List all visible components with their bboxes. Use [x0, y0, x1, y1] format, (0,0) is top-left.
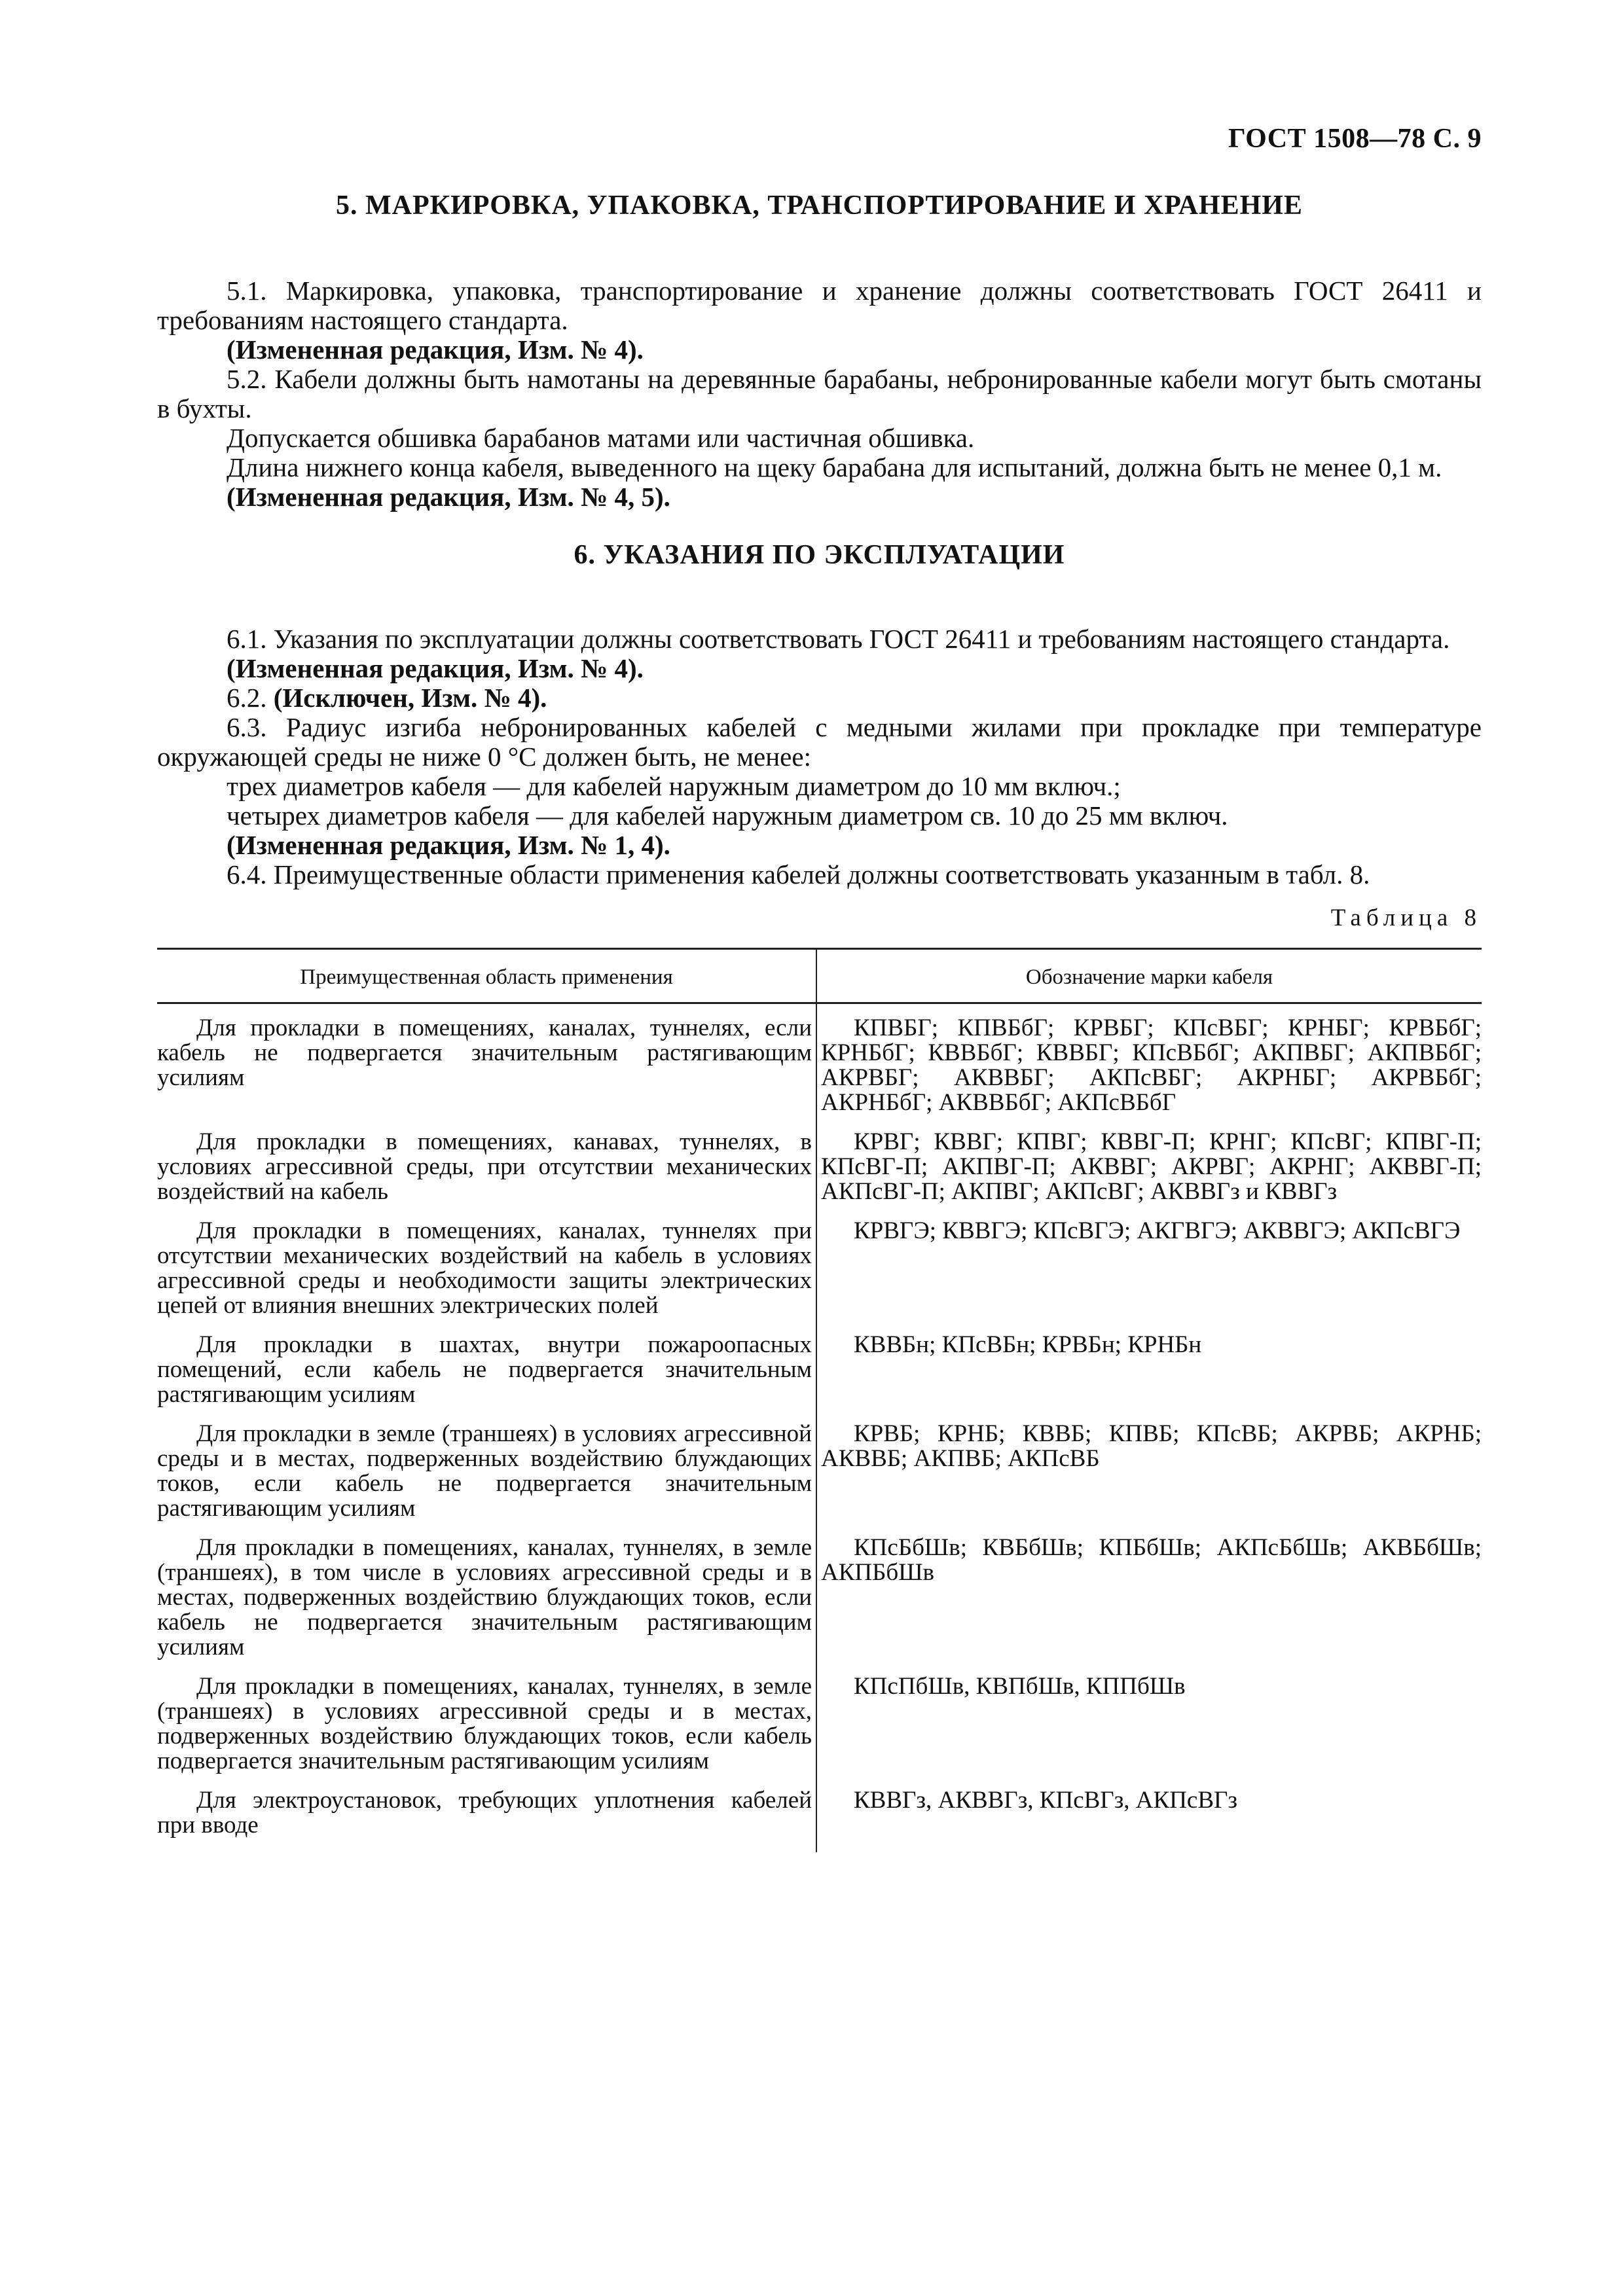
application-area-cell: Для прокладки в земле (траншеях) в условиях агрессивной среды и в местах, подверженных воздействию блуждающих токов, если кабель не подвергается значительным растягивающим усилиям — [157, 1422, 816, 1535]
cable-application-table — [157, 948, 1482, 1852]
cable-brand-cell: КРВБ; КРНБ; КВВБ; КПВБ; КПсВБ; АКРВБ; АКРНБ; АКВВБ; АКПВБ; АКПсВБ — [821, 1420, 1482, 1472]
application-area-cell: Для прокладки в шахтах, внутри пожароопасных помещений, если кабель не подвергается значительным растягивающим усилиям — [157, 1333, 816, 1422]
amendment-note-5-2 — [157, 482, 1482, 512]
paragraph-5-1: 5.1. Маркировка, упаковка, транспортирование и хранение должны соответствовать ГОСТ 26411 и требованиям настоящего стандарта. — [157, 276, 1482, 335]
table-row — [157, 1422, 1482, 1535]
cable-brand-cell: КВВГз, АКВВГз, КПсВГз, АКПсВГз — [854, 1787, 1238, 1814]
amendment-note-text: (Исключен, Изм. № 4). — [273, 683, 547, 713]
amendment-note-text: (Измененная редакция, Изм. № 1, 4). — [227, 830, 670, 860]
paragraph-5-2-end-length: Длина нижнего конца кабеля, выведенного на щеку барабана для испытаний, должна быть не менее 0,1 м. — [227, 452, 1442, 482]
paragraph-5-2-sheathing: Допускается обшивка барабанов матами или частичная обшивка. — [227, 423, 975, 453]
amendment-note-6-1 — [157, 654, 1482, 683]
amendment-note-text: (Измененная редакция, Изм. № 4, 5). — [227, 482, 670, 512]
table-row — [157, 1219, 1482, 1333]
application-area-cell: Для прокладки в помещениях, канавах, туннелях, в условиях агрессивной среды, при отсутствии механических воздействий на кабель — [157, 1130, 816, 1219]
amendment-note-text: (Измененная редакция, Изм. № 4). — [227, 653, 644, 683]
paragraph-6-3-item-a: трех диаметров кабеля — для кабелей наружным диаметром до 10 мм включ.; — [227, 771, 1121, 801]
table-row — [157, 1003, 1482, 1130]
amendment-note-text: (Измененная редакция, Изм. № 4). — [227, 334, 644, 365]
application-area-cell: Для электроустановок, требующих уплотнения кабелей при вводе — [157, 1788, 816, 1852]
table-row — [157, 1130, 1482, 1219]
section-5-heading: 5. МАРКИРОВКА, УПАКОВКА, ТРАНСПОРТИРОВАНИЕ И ХРАНЕНИЕ — [336, 190, 1303, 221]
table-row — [157, 1674, 1482, 1788]
application-area-cell: Для прокладки в помещениях, каналах, туннелях при отсутствии механических воздействий на кабель в условиях агрессивной среды и необходимости защиты электрических цепей от влияния внешних электрических полей — [157, 1219, 816, 1333]
application-area-cell: Для прокладки в помещениях, каналах, туннелях, если кабель не подвергается значительным растягивающим усилиям — [157, 1003, 816, 1130]
page-content — [157, 190, 1482, 1852]
amendment-note-6-3 — [157, 831, 1482, 860]
paragraph-5-2: 5.2. Кабели должны быть намотаны на деревянные барабаны, небронированные кабели могут быть смотаны в бухты. — [157, 364, 1482, 423]
paragraph-6-2 — [157, 683, 1482, 713]
running-head: ГОСТ 1508—78 С. 9 — [1228, 124, 1482, 154]
cable-brand-cell: КПсБбШв; КВБбШв; КПБбШв; АКПсБбШв; АКВБбШв; АКПБбШв — [821, 1534, 1482, 1586]
paragraph-6-3: 6.3. Радиус изгиба небронированных кабелей с медными жилами при прокладке при температуре окружающей среды не ниже 0 °С должен быть, не менее: — [157, 712, 1482, 772]
column-header-brand: Обозначение марки кабеля — [816, 949, 1482, 1003]
paragraph-6-1: 6.1. Указания по эксплуатации должны соответствовать ГОСТ 26411 и требованиям настоящего стандарта. — [227, 624, 1450, 654]
cable-brand-cell: КВВБн; КПсВБн; КРВБн; КРНБн — [854, 1331, 1202, 1358]
application-area-cell: Для прокладки в помещениях, каналах, туннелях, в земле (траншеях) в условиях агрессивной среды и в местах, подверженных воздействию блуждающих токов, если кабель подвергается значительным растягивающим усилиям — [157, 1674, 816, 1788]
table-header-row — [157, 949, 1482, 1003]
application-area-cell: Для прокладки в помещениях, каналах, туннелях, в земле (траншеях), в том числе в условиях агрессивной среды и в местах, подверженных воздействию блуждающих токов, если кабель не подвергается значительным растягивающим усилиям — [157, 1535, 816, 1674]
cable-brand-cell: КРВГЭ; КВВГЭ; КПсВГЭ; АКГВГЭ; АКВВГЭ; АКПсВГЭ — [854, 1217, 1461, 1244]
paragraph-6-3-item-b: четырех диаметров кабеля — для кабелей наружным диаметром св. 10 до 25 мм включ. — [227, 800, 1228, 831]
clause-number: 6.2. — [227, 683, 267, 713]
cable-brand-cell: КРВГ; КВВГ; КПВГ; КВВГ-П; КРНГ; КПсВГ; КПВГ-П; КПсВГ-П; АКПВГ-П; АКВВГ; АКРВГ; АКРНГ; АКВВГ-П; АКПсВГ-П; АКПВГ; АКПсВГ; АКВВГз и КВВГз — [821, 1128, 1482, 1205]
cable-brand-cell: КПВБГ; КПВБбГ; КРВБГ; КПсВБГ; КРНБГ; КРВБбГ; КРНБбГ; КВВБбГ; КВВБГ; КПсВБбГ; АКПВБГ; АКПВБбГ; АКРВБГ; АКВВБГ; АКПсВБГ; АКРНБГ; АКРВБбГ; АКРНБбГ; АКВВБбГ; АКПсВБбГ — [821, 1014, 1482, 1116]
table-row — [157, 1788, 1482, 1852]
section-6-heading: 6. УКАЗАНИЯ ПО ЭКСПЛУАТАЦИИ — [574, 540, 1065, 570]
cable-brand-cell: КПсПбШв, КВПбШв, КППбШв — [854, 1673, 1186, 1700]
table-row — [157, 1333, 1482, 1422]
table-row — [157, 1535, 1482, 1674]
paragraph-6-4: 6.4. Преимущественные области применения кабелей должны соответствовать указанным в табл. 8. — [227, 859, 1370, 889]
amendment-note-5-1 — [157, 335, 1482, 365]
table-caption: Таблица 8 — [1330, 905, 1482, 931]
column-header-area: Преимущественная область применения — [157, 949, 816, 1003]
